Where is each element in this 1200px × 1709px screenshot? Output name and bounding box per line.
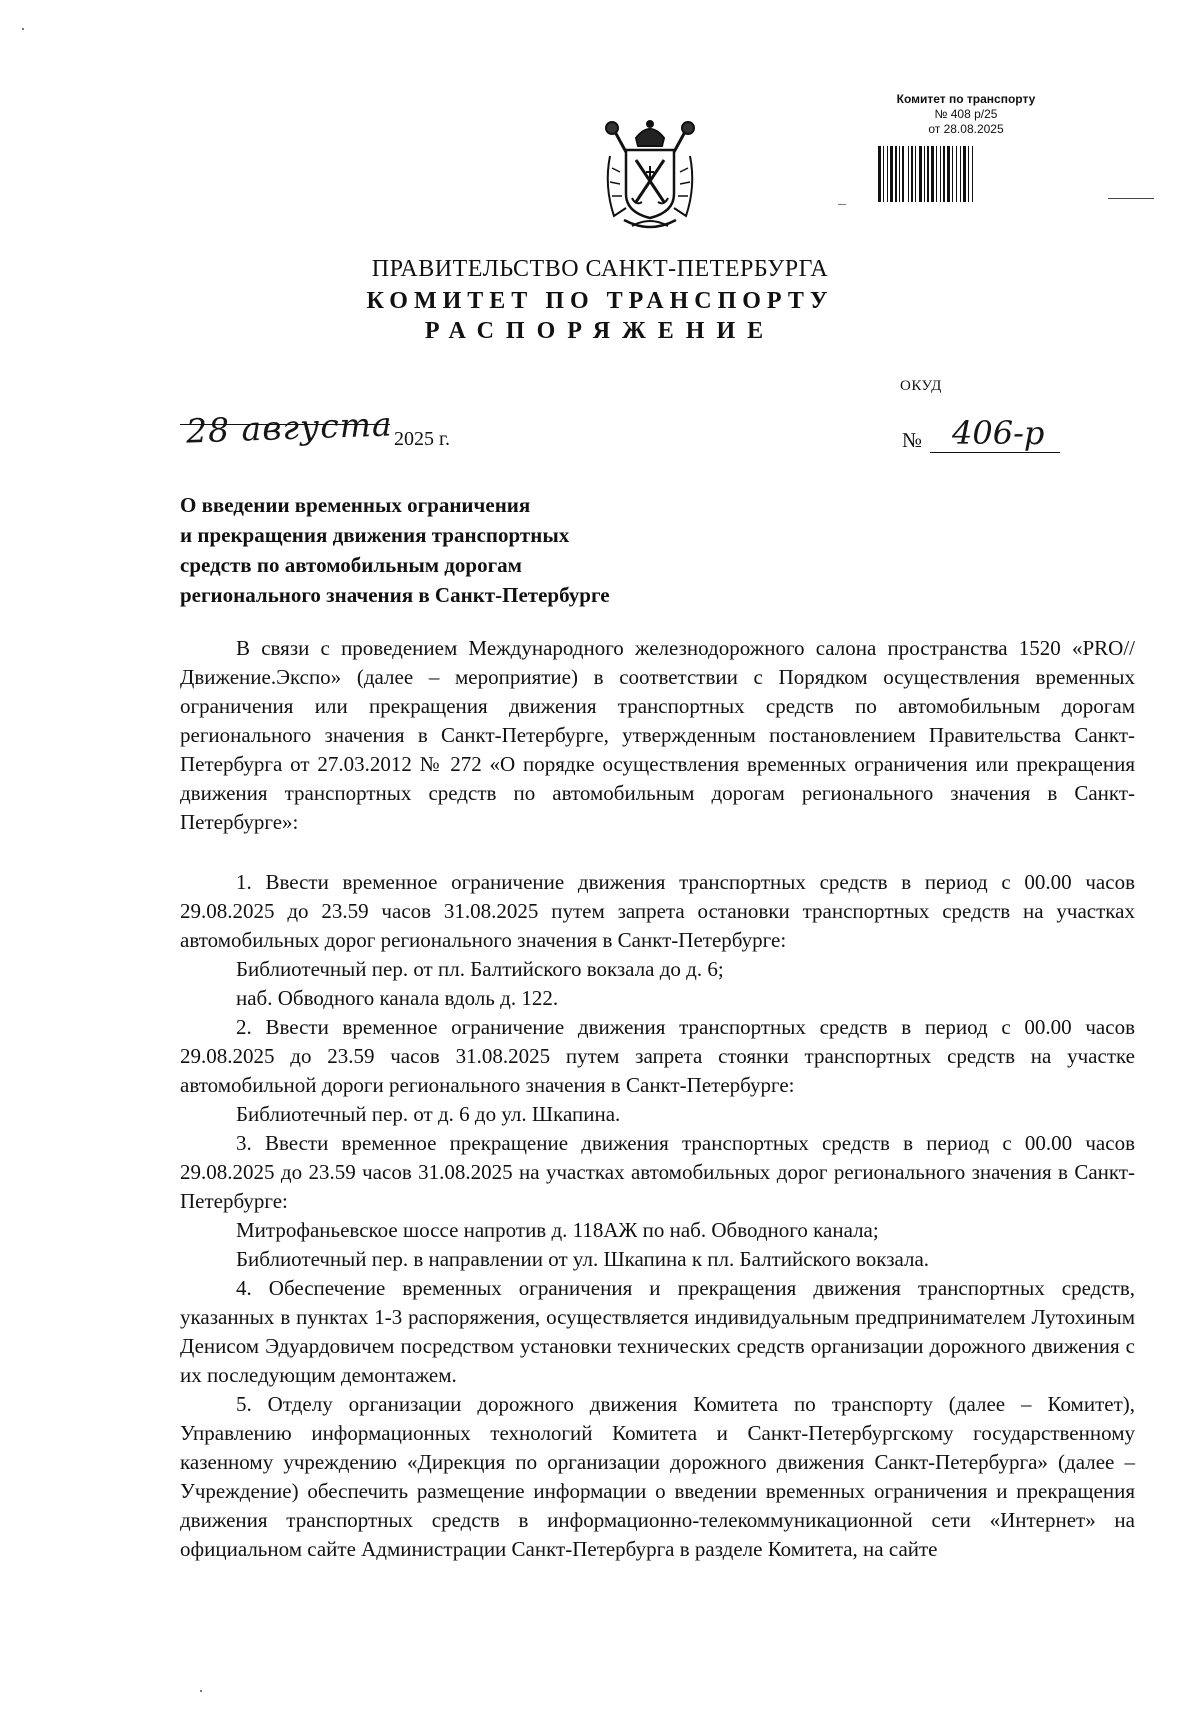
committee-heading: КОМИТЕТ ПО ТРАНСПОРТУ xyxy=(366,288,834,314)
preamble xyxy=(180,634,1135,837)
date-handwritten: 28 августа xyxy=(185,404,394,451)
barcode-bar xyxy=(915,146,916,202)
document-type-heading: РАСПОРЯЖЕНИЕ xyxy=(424,318,776,344)
scan-speck xyxy=(22,28,24,30)
title-line: регионального значения в Санкт-Петербурге xyxy=(180,583,610,607)
barcode-bar xyxy=(902,146,904,202)
barcode-bar xyxy=(908,146,909,202)
paragraph-3-item: Библиотечный пер. в направлении от ул. Шкапина к пл. Балтийского вокзала. xyxy=(236,1247,930,1271)
barcode-bar xyxy=(883,146,884,202)
title-line: и прекращения движения транспортных xyxy=(180,523,570,547)
paragraph-1-item: Библиотечный пер. от пл. Балтийского вокзала до д. 6; xyxy=(236,957,724,981)
stamp-number: № 408 р/25 xyxy=(934,107,998,121)
barcode-bar xyxy=(878,146,881,202)
barcode-bar xyxy=(924,146,925,202)
number-handwritten: 406-р xyxy=(952,414,1045,452)
barcode-bar xyxy=(968,146,969,202)
title-line: О введении временных ограничения xyxy=(180,493,531,517)
barcode-bar xyxy=(911,146,913,202)
date-year: 2025 г. xyxy=(394,428,450,450)
barcode-bar xyxy=(887,146,888,202)
barcode-bar xyxy=(927,146,929,202)
barcode-bar xyxy=(936,146,937,202)
barcode-bar xyxy=(895,146,897,202)
preamble-text: В связи с проведением Международного железнодорожного салона пространства 1520 «PRO//Движение.Экспо» (далее – мероприятие) в соответствии с Порядком осуществления временных ограничения или прекращения движения транспортных средств по автомобильным дорогам регионального значения в Санкт-Петербурге, утвержденным постановлением Правительства Санкт-Петербурга от 27.03.2012 № 272 «О порядке осуществления временных ограничения или прекращения движения транспортных средств по автомобильным дорогам регионального значения в Санкт-Петербурге»: xyxy=(180,636,1135,834)
stamp-organization: Комитет по транспорту xyxy=(896,92,1036,106)
barcode-bar xyxy=(952,146,953,202)
paragraph-4: 4. Обеспечение временных ограничения и прекращения движения транспортных средств, указанных в пунктах 1-3 распоряжения, осуществляется индивидуальным предпринимателем Лутохиным Денисом Эдуардовичем посредством установки технических средств организации дорожного движения с их последующим демонтажем. xyxy=(180,1276,1135,1387)
stamp-dash xyxy=(838,204,846,205)
barcode-bar xyxy=(890,146,893,202)
barcode-bar xyxy=(899,146,900,202)
barcode-bar xyxy=(940,146,941,202)
barcode-bar xyxy=(972,146,973,202)
stamp-date: от 28.08.2025 xyxy=(928,122,1004,136)
stamp-divider xyxy=(1108,198,1154,199)
coat-of-arms-icon xyxy=(596,116,704,236)
paragraph-2-item: Библиотечный пер. от д. 6 до ул. Шкапина. xyxy=(236,1102,621,1126)
government-heading: ПРАВИТЕЛЬСТВО САНКТ-ПЕТЕРБУРГА xyxy=(371,256,829,282)
registration-stamp xyxy=(866,92,1066,137)
barcode-bar xyxy=(963,146,966,202)
barcode-icon xyxy=(876,146,1044,202)
document-body xyxy=(180,868,1135,1564)
barcode-bar xyxy=(919,146,922,202)
scan-speck xyxy=(200,1690,202,1692)
number-label: № xyxy=(902,428,923,452)
number-underline xyxy=(930,452,1060,453)
barcode-bar xyxy=(931,146,934,202)
barcode-bar xyxy=(956,146,957,202)
paragraph-2: 2. Ввести временное ограничение движения транспортных средств в период с 00.00 часов 29.08.2025 до 23.59 часов 31.08.2025 путем запрета стоянки транспортных средств на участке автомобильной дороги регионального значения в Санкт-Петербурге: xyxy=(180,1015,1135,1097)
paragraph-3: 3. Ввести временное прекращение движения транспортных средств в период с 00.00 часов 29.08.2025 до 23.59 часов 31.08.2025 на участках автомобильных дорог регионального значения в Санкт-Петербурге: xyxy=(180,1131,1135,1213)
paragraph-5: 5. Отделу организации дорожного движения Комитета по транспорту (далее – Комитет), Управлению информационных технологий Комитета и Санкт-Петербургскому государственному казенному учреждению «Дирекция по организации дорожного движения Санкт-Петербурга» (далее – Учреждение) обеспечить размещение информации о введении временных ограничения и прекращения движения транспортных средств в информационно-телекоммуникационной сети «Интернет» на официальном сайте Администрации Санкт-Петербурга в разделе Комитета, на сайте xyxy=(180,1392,1135,1561)
barcode-bar xyxy=(947,146,950,202)
paragraph-1: 1. Ввести временное ограничение движения транспортных средств в период с 00.00 часов 29.08.2025 до 23.59 часов 31.08.2025 путем запрета остановки транспортных средств на участках автомобильных дорог регионального значения в Санкт-Петербурге: xyxy=(180,870,1135,952)
date-underline xyxy=(180,424,390,425)
barcode-bar xyxy=(960,146,961,202)
barcode-bar xyxy=(943,146,945,202)
paragraph-3-item: Митрофаньевское шоссе напротив д. 118АЖ по наб. Обводного канала; xyxy=(236,1218,879,1242)
okud-label: ОКУД xyxy=(900,378,942,394)
document-title xyxy=(180,490,740,610)
title-line: средств по автомобильным дорогам xyxy=(180,553,522,577)
paragraph-1-item: наб. Обводного канала вдоль д. 122. xyxy=(236,986,559,1010)
